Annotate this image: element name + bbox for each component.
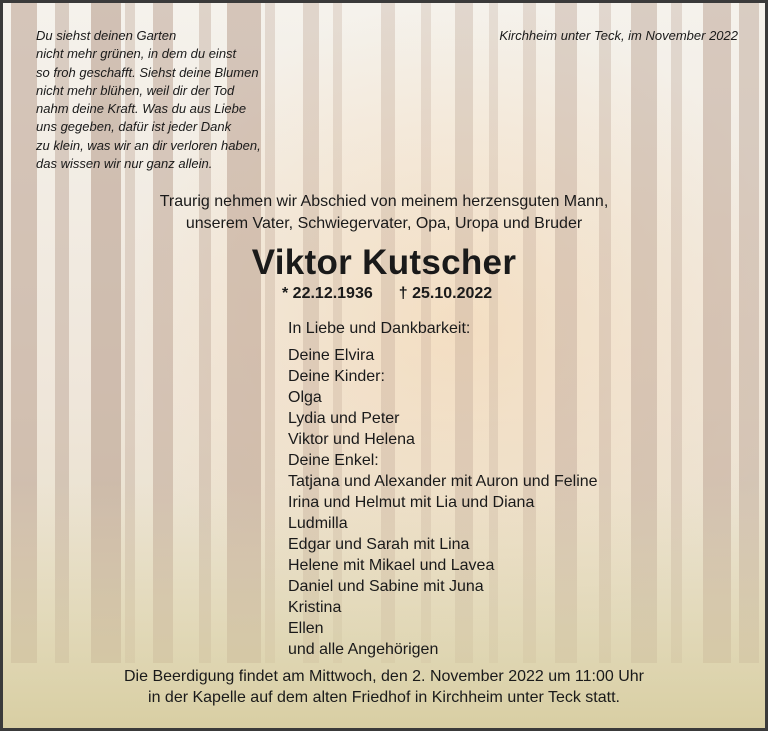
mourner-entry: Olga: [288, 389, 322, 406]
family-intro: In Liebe und Dankbarkeit:: [288, 320, 471, 337]
funeral-line: Die Beerdigung findet am Mittwoch, den 2. November 2022 um 11:00 Uhr: [124, 668, 644, 685]
poem-line: nicht mehr blühen, weil dir der Tod: [36, 82, 235, 98]
mourner-entry: Edgar und Sarah mit Lina: [288, 536, 470, 553]
poem-line: so froh geschafft. Siehst deine Blumen: [36, 64, 259, 80]
mourner-entry: und alle Angehörigen: [288, 641, 439, 658]
mourner-entry: Tatjana und Alexander mit Auron und Feline: [288, 473, 598, 490]
funeral-line: in der Kapelle auf dem alten Friedhof in Kirchheim unter Teck statt.: [148, 689, 620, 706]
mourner-entry: Deine Enkel:: [288, 452, 379, 469]
mourner-entry: Viktor und Helena: [288, 431, 415, 448]
poem-line: zu klein, was wir an dir verloren haben,: [36, 137, 261, 153]
mourners-list: [288, 345, 598, 660]
deceased-name: Viktor Kutscher: [251, 243, 517, 282]
poem-line: uns gegeben, dafür ist jeder Dank: [36, 119, 232, 135]
place-and-date: Kirchheim unter Teck, im November 2022: [499, 28, 738, 43]
death-date: † 25.10.2022: [398, 285, 493, 302]
funeral-details: [3, 666, 765, 708]
birth-date: * 22.12.1936: [282, 285, 373, 302]
mourner-entry: Lydia und Peter: [288, 410, 400, 427]
life-dates: [282, 283, 492, 305]
mourner-entry: Ludmilla: [288, 515, 348, 532]
mourner-entry: Deine Elvira: [288, 347, 375, 364]
mourner-entry: Kristina: [288, 599, 342, 616]
mourner-entry: Irina und Helmut mit Lia und Diana: [288, 494, 535, 511]
poem-line: nahm deine Kraft. Was du aus Liebe: [36, 101, 247, 117]
farewell-intro: [3, 191, 765, 235]
intro-line: Traurig nehmen wir Abschied von meinem herzensguten Mann,: [159, 193, 609, 210]
poem-verse: [36, 27, 261, 173]
mourner-entry: Helene mit Mikael und Lavea: [288, 557, 495, 574]
mourner-entry: Ellen: [288, 620, 324, 637]
poem-line: Du siehst deinen Garten: [36, 28, 177, 43]
intro-line: unserem Vater, Schwiegervater, Opa, Uropa und Bruder: [185, 215, 583, 232]
poem-line: das wissen wir nur ganz allein.: [36, 156, 213, 172]
poem-line: nicht mehr grünen, in dem du einst: [36, 46, 237, 62]
mourner-entry: Deine Kinder:: [288, 368, 385, 385]
mourner-entry: Daniel und Sabine mit Juna: [288, 578, 484, 595]
